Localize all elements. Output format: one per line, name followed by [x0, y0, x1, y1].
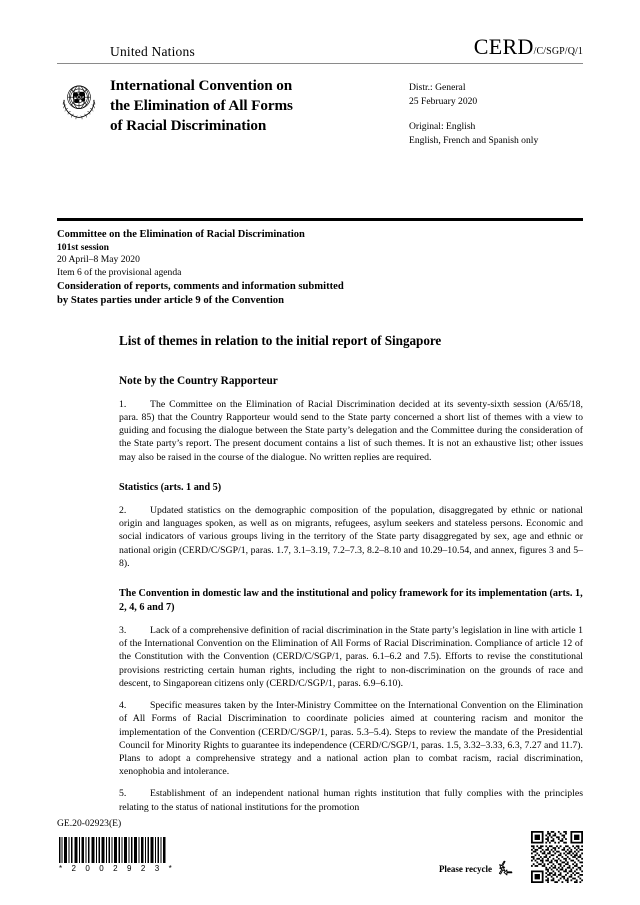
masthead-top [57, 0, 583, 58]
recycle-notice [439, 859, 515, 879]
paragraph-number: 3. [119, 625, 127, 637]
barcode-icon [59, 837, 167, 863]
paragraph [119, 504, 583, 570]
paragraph-text: Updated statistics on the demographic composition of the population, disaggregated by ethnic or national origin and languages spoken, as well as on migrants, refugees, asylum seekers and stateless persons. Economic and social indicators of various groups living in the territory of the State party disaggregated by sex, age and ethnic or national origin (CERD/C/SGP/1, paras. 1.7, 3.1–3.19, 7.2–7.3, 8.2–8.10 and 10.29–10.54, and annex, figures 3 and 5–8). [119, 504, 583, 569]
masthead-body [57, 75, 583, 147]
barcode [59, 837, 175, 873]
paragraph [119, 398, 583, 464]
agenda-item: Item 6 of the provisional agenda [57, 267, 182, 279]
document-symbol-suffix: /C/SGP/Q/1 [533, 46, 583, 57]
section-heading-convention-domestic-law: The Convention in domestic law and the institutional and policy framework for its implementation (arts. 1, 2, 4, 6 and 7) [119, 587, 583, 613]
committee-divider [57, 218, 583, 220]
paragraph [119, 787, 583, 813]
agenda-title-line-2: by States parties under article 9 of the Convention [57, 294, 284, 306]
paragraph-text: Specific measures taken by the Inter-Ministry Committee on the International Convention on the Elimination of All Forms of Racial Discrimination to coordinate policies aimed at countering racism and monitor the implementation of the Convention (CERD/C/SGP/1, paras. 5.3–5.4). Steps to review the mandate of the Presidential Council for Minority Rights to guarantee its independence (CERD/C/SGP/1, paras. 1.5, 3.32–3.33, 6.3, 7.27 and 11.7). Plans to adopt a comprehensive strategy and a national action plan to combat racism, racial discrimination, xenophobia and intolerance. [119, 700, 583, 778]
convention-title-line-1: International Convention on [110, 77, 293, 94]
paragraph-number: 1. [119, 398, 127, 410]
available-languages: English, French and Spanish only [409, 134, 539, 146]
page-footer [57, 819, 583, 891]
convention-title [110, 75, 409, 147]
committee-name: Committee on the Elimination of Racial Discrimination [57, 228, 305, 240]
committee-dates: 20 April–8 May 2020 [57, 254, 140, 266]
convention-title-line-2: the Elimination of All Forms [110, 96, 293, 114]
document-symbol-main: CERD [473, 34, 534, 59]
original-language: Original: English [409, 121, 476, 133]
page-content [57, 0, 583, 905]
paragraph [119, 624, 583, 690]
recycle-label: Please recycle [438, 864, 492, 874]
document-date: 25 February 2020 [409, 95, 478, 107]
paragraph-number: 4. [119, 700, 127, 712]
note-heading: Note by the Country Rapporteur [119, 375, 278, 388]
committee-block [57, 228, 583, 308]
committee-session: 101st session [57, 241, 109, 253]
section-heading-statistics: Statistics (arts. 1 and 5) [119, 481, 222, 493]
recycle-icon [495, 859, 515, 879]
paragraph-text: Lack of a comprehensive definition of racial discrimination in the State party’s legislation in line with article 1 of the International Convention on the Elimination of All Forms of Racial Discrimination. Compliance of article 12 of the Constitution with the Convention (CERD/C/SGP/1, paras. 6.1–6.2 and 7.5). Efforts to revise the constitutional provisions restricting certain human rights, including the right to non-discrimination on the grounds of race and descent, to Singaporean citizens only (CERD/C/SGP/1, paras. 6.9–6.10). [119, 625, 583, 689]
paragraph-number: 5. [119, 788, 127, 800]
agenda-title-line-1: Consideration of reports, comments and information submitted [57, 280, 344, 292]
page-title: List of themes in relation to the initial report of Singapore [119, 332, 442, 348]
distribution-block [409, 75, 583, 147]
masthead-divider [57, 63, 583, 64]
paragraph-text: Establishment of an independent national human rights institution that fully complies with the principles relating to the status of national institutions for the promotion [119, 788, 583, 813]
emblem-cell [57, 75, 110, 147]
qr-code-icon [531, 831, 583, 883]
document-body [57, 332, 583, 814]
paragraph-text: The Committee on the Elimination of Racial Discrimination decided at its seventy-sixth session (A/65/18, para. 85) that the Country Rapporteur would send to the State party concerned a short list of themes with a view to guiding and focusing the dialogue between the State party’s delegation and the Committee during the consideration of the State party’s report. The present document contains a list of such themes. It is not an exhaustive list; other issues may also be raised in the course of the dialogue. No written replies are required. [119, 398, 583, 463]
organization-name: United Nations [110, 43, 195, 59]
un-emblem-icon [57, 77, 101, 121]
paragraph-number: 2. [119, 504, 127, 516]
barcode-digits: * 2 0 0 2 9 2 3 * [59, 864, 176, 873]
paragraph [119, 699, 583, 778]
document-symbol [474, 36, 583, 58]
convention-title-line-3: of Racial Discrimination [110, 116, 267, 134]
distribution-type: Distr.: General [409, 82, 466, 93]
document-reference-code: GE.20-02923(E) [57, 818, 122, 829]
